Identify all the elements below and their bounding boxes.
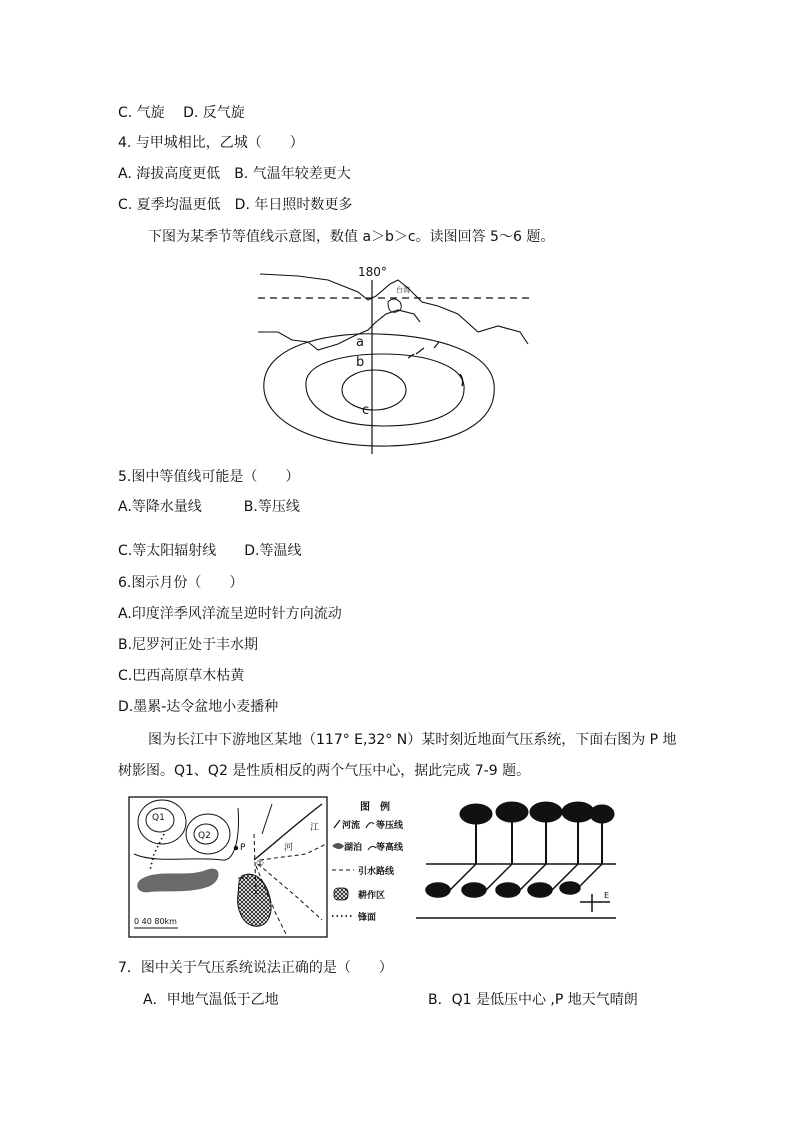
legend-lake: 湖泊: [344, 843, 363, 853]
label-p: P: [240, 843, 246, 853]
farm-area: [238, 874, 271, 926]
q4-stem: 4. 与甲城相比，乙城（ ）: [118, 135, 304, 151]
legend-river-icon: [334, 820, 340, 828]
legend-isobar: 等压线: [376, 821, 404, 831]
lake-shape: [137, 869, 218, 893]
intro-5-6: 下图为某季节等值线示意图，数值 a＞b＞c。读图回答 5～6 题。: [148, 229, 555, 245]
shadow-crown-3: [496, 883, 520, 897]
legend-canal: 引水路线: [358, 867, 395, 877]
pressure-system-figure: [126, 794, 622, 942]
label-q2: Q2: [198, 831, 211, 841]
q5-options-ab: A.等降水量线 B.等压线: [118, 499, 300, 515]
q6-option-a: A.印度洋季风洋流呈逆时针方向流动: [118, 606, 342, 622]
legend-isobar-icon: [366, 823, 374, 828]
shadow-crown-2: [462, 883, 486, 897]
q5-stem: 5.图中等值线可能是（ ）: [118, 469, 300, 485]
q7-stem: 7．图中关于气压系统说法正确的是（ ）: [118, 960, 393, 976]
isoline-c: [342, 370, 406, 410]
legend-front: 锋面: [358, 913, 377, 923]
isoline-label-a: a: [356, 335, 364, 350]
legend-farm: 耕作区: [358, 891, 386, 901]
island-label: 台湾: [396, 286, 410, 294]
isoline-label-b: b: [356, 355, 365, 370]
label-river: 河: [284, 843, 294, 853]
legend-contour: 等高线: [376, 843, 404, 853]
scale-label: 0 40 80km: [134, 917, 177, 926]
shadow-crown-5: [560, 882, 580, 894]
river-tributary: [262, 804, 272, 834]
legend-lake-icon: [332, 843, 344, 849]
isoline-tick: [460, 374, 463, 386]
q6-stem: 6.图示月份（ ）: [118, 575, 244, 591]
intro-7-9-line1: 图为长江中下游地区某地（117° E,32° N）某时刻近地面气压系统，下面右图为 P 地: [148, 732, 677, 748]
isoline-a: [264, 334, 494, 446]
q6-option-d: D.墨累-达令盆地小麦播种: [118, 699, 279, 715]
shadow-crown-4: [528, 883, 552, 897]
q6-option-b: B.尼罗河正处于丰水期: [118, 637, 259, 653]
intro-7-9-line2: 树影图。Q1、Q2 是性质相反的两个气压中心，据此完成 7-9 题。: [118, 763, 531, 779]
q4-options-ab: A. 海拔高度更低 B. 气温年较差更大: [118, 166, 351, 182]
shadow-crown-1: [426, 883, 450, 897]
q3-options-cd: C. 气旋 D. 反气旋: [118, 105, 245, 121]
point-p: [234, 846, 238, 850]
q7-option-a: A．甲地气温低于乙地: [143, 992, 279, 1008]
legend-contour-icon: [368, 846, 376, 850]
q7-option-b: B．Q1 是低压中心 ,P 地天气晴朗: [428, 992, 638, 1008]
label-jiang: 江: [310, 823, 320, 833]
q6-option-c: C.巴西高原草木枯黄: [118, 668, 245, 684]
label-circled-1: ①: [256, 859, 265, 869]
legend-river: 河流: [342, 821, 361, 831]
coastline: [260, 274, 528, 344]
isoline-figure: [258, 262, 538, 458]
q5-options-cd: C.等太阳辐射线 D.等温线: [118, 543, 302, 559]
label-q1: Q1: [152, 813, 165, 823]
meridian-label: 180°: [358, 265, 387, 279]
legend-title: 图 例: [360, 802, 390, 813]
tree-shadow-figure: [416, 802, 616, 918]
front-line: [150, 834, 164, 870]
coastline-south: [258, 310, 420, 350]
isoline-b: [306, 354, 464, 426]
q4-options-cd: C. 夏季均温更低 D. 年日照时数更多: [118, 197, 353, 213]
island-shape: [388, 299, 401, 312]
compass-e-label: E: [604, 891, 610, 900]
legend-farm-icon: [334, 888, 348, 900]
isoline-label-c: c: [362, 403, 370, 418]
